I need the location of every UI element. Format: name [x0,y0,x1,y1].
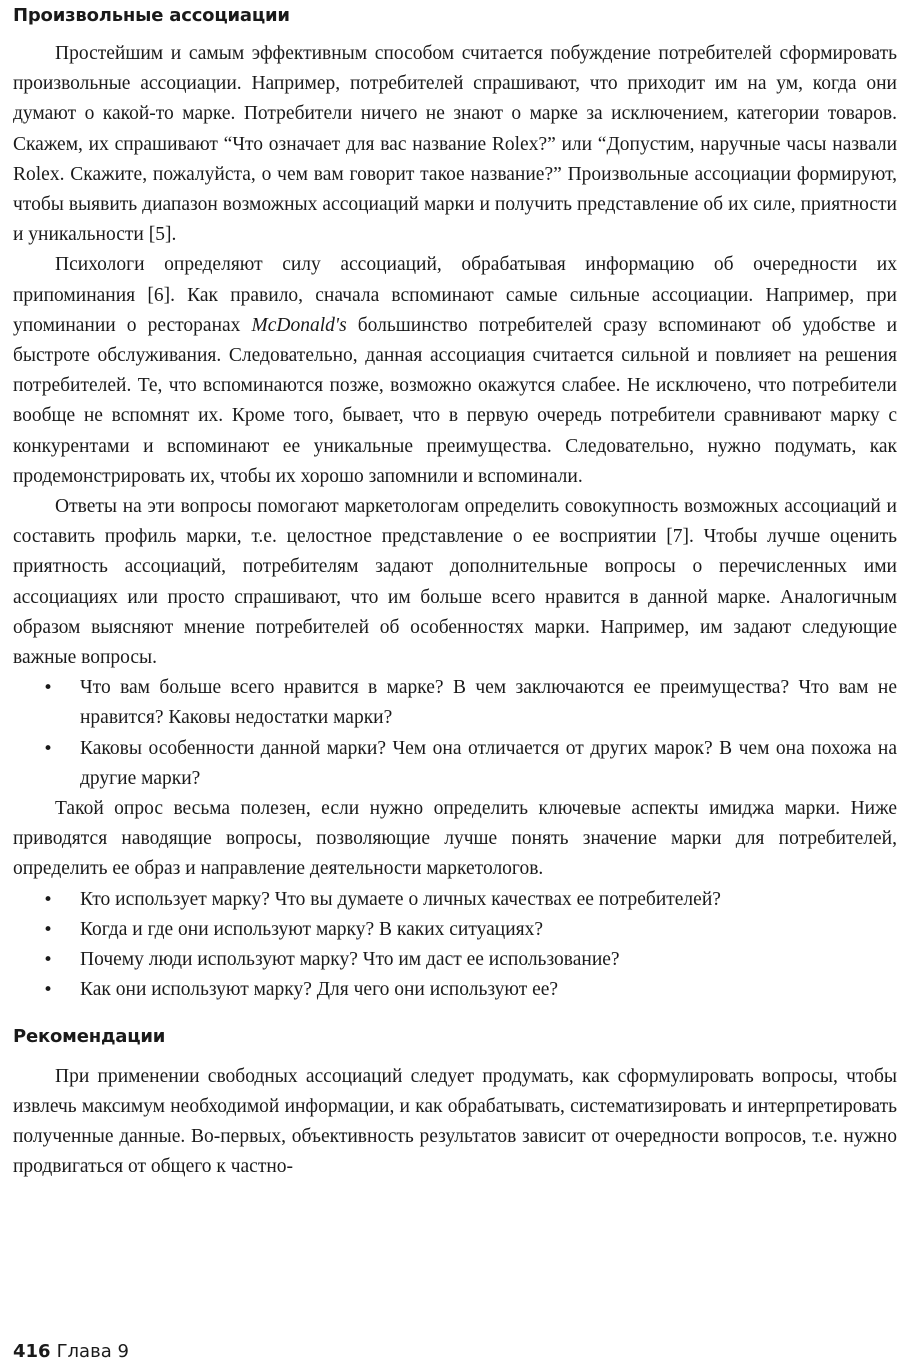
paragraph: Такой опрос весьма полезен, если нужно определить ключевые аспекты имиджа марки. Ниже приводятся наводящие вопросы, позволяющие лучше понять значение марки для потребителей, определить ее образ и направление деятельности маркетологов. [13,798,897,880]
paragraph-text: Психологи определяют силу ассоциаций, обрабатывая информацию об очередности их припоминания [6]. Как правило, сначала вспоминают самые сильные ассоциации. Например, при упоминании о ресторанах [13,254,897,336]
list-item-text: Как они используют марку? Для чего они используют ее? [80,979,559,1001]
page-content [13,0,897,1182]
list-item [13,734,897,794]
paragraph: При применении свободных ассоциаций следует продумать, как сформулировать вопросы, чтобы извлечь максимум необходимой информации, и как обрабатывать, систематизировать и интерпретировать полученные данные. Во-первых, объективность результатов зависит от очередности вопросов, т.е. нужно продвигаться от общего к частно- [13,1065,897,1178]
bullet-icon: • [43,889,54,910]
list-item [13,673,897,733]
bullet-icon: • [43,919,54,940]
list-item-text: Когда и где они используют марку? В каких ситуациях? [80,918,544,940]
list-item [13,915,897,945]
paragraph-text: большинство потребителей сразу вспоминают об удобстве и быстроте обслуживания. Следовательно, данная ассоциация считается сильной и повлияет на решения потребителей. Те, что вспоминаются позже, возможно окажутся слабее. Не исключено, что потребители вообще не вспомнят их. Кроме того, бывает, что в первую очередь потребители сравнивают марку с конкурентами и вспоминают ее уникальные преимущества. Следовательно, нужно подумать, как продемонстрировать их, чтобы их хорошо запомнили и вспоминали. [13,314,898,487]
list-item-text: Почему люди используют марку? Что им даст ее использование? [80,949,620,971]
bullet-icon: • [43,950,54,971]
section-heading: Произвольные ассоциации [13,5,290,26]
paragraph: Простейшим и самым эффективным способом считается побуждение потребителей сформировать произвольные ассоциации. Например, потребителей спрашивают, что приходит им на ум, когда они думают о какой-то марке. Потребители ничего не знают о марке за исключением, категории товаров. Скажем, их спрашивают “Что означает для вас название Rolex?” или “Допустим, наручные часы назвали Rolex. Скажите, пожалуйста, о чем вам говорит такое название?” Произвольные ассоциации формируют, чтобы выявить диапазон возможных ассоциаций марки и получить представление об их силе, приятности и уникальности [5]. [13,43,897,246]
page-footer [13,1340,129,1364]
chapter-label: Глава 9 [56,1341,129,1362]
bullet-icon: • [43,738,54,759]
list-item [13,885,897,915]
list-item-text: Каковы особенности данной марки? Чем она отличается от других марок? В чем она похожа на другие марки? [80,737,897,789]
list-item [13,945,897,975]
section-heading: Рекомендации [13,1025,166,1047]
bullet-icon: • [43,678,54,699]
page-number: 416 [13,1341,51,1362]
paragraph [13,250,897,492]
list-item-text: Кто использует марку? Что вы думаете о личных качествах ее потребителей? [80,888,721,910]
bullet-list [13,673,897,794]
bullet-list [13,885,897,1006]
paragraph: Ответы на эти вопросы помогают маркетологам определить совокупность возможных ассоциаций и составить профиль марки, т.е. целостное представление о ее восприятии [7]. Чтобы лучше оценить приятность ассоциаций, потребителям задают дополнительные вопросы о перечисленных ими ассоциациях или просто спрашивают, что им больше всего нравится в данной марке. Аналогичным образом выясняют мнение потребителей об особенностях марки. Например, им задают следующие важные вопросы. [13,496,897,669]
list-item-text: Что вам больше всего нравится в марке? В чем заключаются ее преимущества? Что вам не нравится? Каковы недостатки марки? [80,677,897,729]
brand-name: McDonald's [251,314,347,336]
list-item [13,975,897,1005]
bullet-icon: • [43,980,54,1001]
